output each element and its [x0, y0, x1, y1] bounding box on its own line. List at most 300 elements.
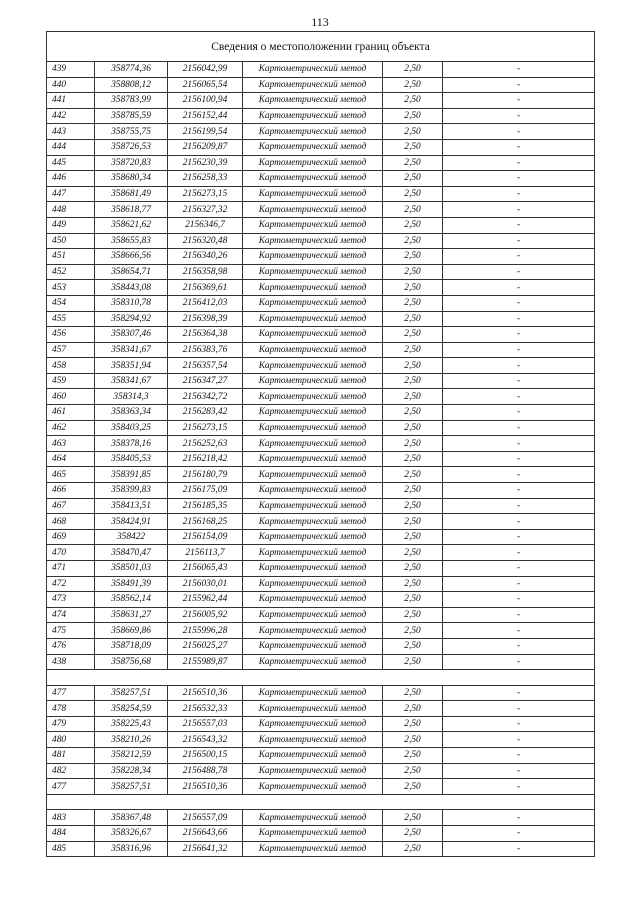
- x-coordinate-cell: 358718,09: [95, 638, 168, 654]
- point-number-cell: 478: [47, 701, 95, 717]
- x-coordinate-cell: 358422: [95, 529, 168, 545]
- table-row: [47, 607, 595, 623]
- x-coordinate-cell: 358257,51: [95, 685, 168, 701]
- x-coordinate-cell: 358726,53: [95, 139, 168, 155]
- method-cell: Картометрический метод: [243, 108, 383, 124]
- x-coordinate-cell: 358443,08: [95, 280, 168, 296]
- y-coordinate-cell: 2156557,03: [168, 716, 243, 732]
- point-number-cell: 469: [47, 529, 95, 545]
- description-cell: -: [443, 124, 595, 140]
- description-cell: -: [443, 62, 595, 78]
- table-row: [47, 358, 595, 374]
- point-number-cell: 441: [47, 93, 95, 109]
- accuracy-cell: 2,50: [383, 327, 443, 343]
- method-cell: Картометрический метод: [243, 62, 383, 78]
- point-number-cell: 455: [47, 311, 95, 327]
- accuracy-cell: 2,50: [383, 233, 443, 249]
- y-coordinate-cell: 2156273,15: [168, 420, 243, 436]
- point-number-cell: 463: [47, 436, 95, 452]
- x-coordinate-cell: 358491,39: [95, 576, 168, 592]
- table-row: [47, 483, 595, 499]
- accuracy-cell: 2,50: [383, 779, 443, 795]
- y-coordinate-cell: 2156340,26: [168, 249, 243, 265]
- x-coordinate-cell: 358257,51: [95, 779, 168, 795]
- description-cell: -: [443, 93, 595, 109]
- accuracy-cell: 2,50: [383, 654, 443, 670]
- point-number-cell: 467: [47, 498, 95, 514]
- accuracy-cell: 2,50: [383, 561, 443, 577]
- table-row: [47, 498, 595, 514]
- x-coordinate-cell: 358254,59: [95, 701, 168, 717]
- table-row: [47, 514, 595, 530]
- accuracy-cell: 2,50: [383, 825, 443, 841]
- method-cell: Картометрический метод: [243, 202, 383, 218]
- accuracy-cell: 2,50: [383, 592, 443, 608]
- description-cell: -: [443, 249, 595, 265]
- point-number-cell: 460: [47, 389, 95, 405]
- point-number-cell: 457: [47, 342, 95, 358]
- x-coordinate-cell: 358363,34: [95, 405, 168, 421]
- y-coordinate-cell: 2156357,54: [168, 358, 243, 374]
- x-coordinate-cell: 358720,83: [95, 155, 168, 171]
- table-row: [47, 295, 595, 311]
- x-coordinate-cell: 358785,59: [95, 108, 168, 124]
- contour-separator-row: [47, 794, 595, 810]
- table-row: [47, 436, 595, 452]
- y-coordinate-cell: 2156500,15: [168, 748, 243, 764]
- description-cell: -: [443, 373, 595, 389]
- y-coordinate-cell: 2156510,36: [168, 779, 243, 795]
- x-coordinate-cell: 358631,27: [95, 607, 168, 623]
- y-coordinate-cell: 2156025,27: [168, 638, 243, 654]
- point-number-cell: 464: [47, 451, 95, 467]
- table-row: [47, 311, 595, 327]
- point-number-cell: 485: [47, 841, 95, 857]
- method-cell: Картометрический метод: [243, 327, 383, 343]
- x-coordinate-cell: 358367,48: [95, 810, 168, 826]
- description-cell: -: [443, 498, 595, 514]
- x-coordinate-cell: 358680,34: [95, 171, 168, 187]
- description-cell: -: [443, 748, 595, 764]
- x-coordinate-cell: 358470,47: [95, 545, 168, 561]
- point-number-cell: 443: [47, 124, 95, 140]
- x-coordinate-cell: 358210,26: [95, 732, 168, 748]
- accuracy-cell: 2,50: [383, 576, 443, 592]
- table-row: [47, 467, 595, 483]
- y-coordinate-cell: 2156543,32: [168, 732, 243, 748]
- description-cell: -: [443, 233, 595, 249]
- description-cell: -: [443, 825, 595, 841]
- point-number-cell: 446: [47, 171, 95, 187]
- method-cell: Картометрический метод: [243, 451, 383, 467]
- x-coordinate-cell: 358681,49: [95, 186, 168, 202]
- table-row: [47, 139, 595, 155]
- accuracy-cell: 2,50: [383, 171, 443, 187]
- method-cell: Картометрический метод: [243, 420, 383, 436]
- accuracy-cell: 2,50: [383, 155, 443, 171]
- y-coordinate-cell: 2156320,48: [168, 233, 243, 249]
- table-row: [47, 405, 595, 421]
- accuracy-cell: 2,50: [383, 358, 443, 374]
- table-row: [47, 810, 595, 826]
- method-cell: Картометрический метод: [243, 311, 383, 327]
- method-cell: Картометрический метод: [243, 405, 383, 421]
- point-number-cell: 470: [47, 545, 95, 561]
- accuracy-cell: 2,50: [383, 514, 443, 530]
- y-coordinate-cell: 2156154,09: [168, 529, 243, 545]
- point-number-cell: 476: [47, 638, 95, 654]
- method-cell: Картометрический метод: [243, 249, 383, 265]
- accuracy-cell: 2,50: [383, 77, 443, 93]
- description-cell: -: [443, 264, 595, 280]
- accuracy-cell: 2,50: [383, 763, 443, 779]
- accuracy-cell: 2,50: [383, 483, 443, 499]
- description-cell: -: [443, 685, 595, 701]
- table-row: [47, 420, 595, 436]
- x-coordinate-cell: 358501,03: [95, 561, 168, 577]
- table-row: [47, 342, 595, 358]
- method-cell: Картометрический метод: [243, 171, 383, 187]
- description-cell: -: [443, 342, 595, 358]
- accuracy-cell: 2,50: [383, 545, 443, 561]
- y-coordinate-cell: 2156100,94: [168, 93, 243, 109]
- x-coordinate-cell: 358405,53: [95, 451, 168, 467]
- x-coordinate-cell: 358316,96: [95, 841, 168, 857]
- method-cell: Картометрический метод: [243, 810, 383, 826]
- description-cell: -: [443, 327, 595, 343]
- accuracy-cell: 2,50: [383, 841, 443, 857]
- method-cell: Картометрический метод: [243, 124, 383, 140]
- method-cell: Картометрический метод: [243, 233, 383, 249]
- method-cell: Картометрический метод: [243, 545, 383, 561]
- accuracy-cell: 2,50: [383, 264, 443, 280]
- x-coordinate-cell: 358808,12: [95, 77, 168, 93]
- point-number-cell: 461: [47, 405, 95, 421]
- x-coordinate-cell: 358314,3: [95, 389, 168, 405]
- point-number-cell: 454: [47, 295, 95, 311]
- accuracy-cell: 2,50: [383, 295, 443, 311]
- description-cell: -: [443, 77, 595, 93]
- empty-separator-cell: [47, 794, 595, 810]
- x-coordinate-cell: 358424,91: [95, 514, 168, 530]
- table-row: [47, 202, 595, 218]
- table-row: [47, 716, 595, 732]
- table-row: [47, 779, 595, 795]
- y-coordinate-cell: 2155962,44: [168, 592, 243, 608]
- accuracy-cell: 2,50: [383, 716, 443, 732]
- point-number-cell: 465: [47, 467, 95, 483]
- accuracy-cell: 2,50: [383, 451, 443, 467]
- accuracy-cell: 2,50: [383, 498, 443, 514]
- accuracy-cell: 2,50: [383, 810, 443, 826]
- accuracy-cell: 2,50: [383, 623, 443, 639]
- table-row: [47, 249, 595, 265]
- x-coordinate-cell: 358341,67: [95, 373, 168, 389]
- table-row: [47, 825, 595, 841]
- y-coordinate-cell: 2155996,28: [168, 623, 243, 639]
- accuracy-cell: 2,50: [383, 373, 443, 389]
- table-row: [47, 638, 595, 654]
- method-cell: Картометрический метод: [243, 358, 383, 374]
- x-coordinate-cell: 358378,16: [95, 436, 168, 452]
- x-coordinate-cell: 358562,14: [95, 592, 168, 608]
- point-number-cell: 477: [47, 779, 95, 795]
- y-coordinate-cell: 2156358,98: [168, 264, 243, 280]
- method-cell: Картометрический метод: [243, 748, 383, 764]
- accuracy-cell: 2,50: [383, 124, 443, 140]
- method-cell: Картометрический метод: [243, 638, 383, 654]
- accuracy-cell: 2,50: [383, 139, 443, 155]
- accuracy-cell: 2,50: [383, 389, 443, 405]
- method-cell: Картометрический метод: [243, 436, 383, 452]
- y-coordinate-cell: 2155989,87: [168, 654, 243, 670]
- point-number-cell: 447: [47, 186, 95, 202]
- y-coordinate-cell: 2156347,27: [168, 373, 243, 389]
- point-number-cell: 459: [47, 373, 95, 389]
- page-number: 113: [311, 15, 329, 29]
- y-coordinate-cell: 2156113,7: [168, 545, 243, 561]
- y-coordinate-cell: 2156283,42: [168, 405, 243, 421]
- x-coordinate-cell: 358783,99: [95, 93, 168, 109]
- table-row: [47, 576, 595, 592]
- description-cell: -: [443, 701, 595, 717]
- x-coordinate-cell: 358326,67: [95, 825, 168, 841]
- point-number-cell: 462: [47, 420, 95, 436]
- table-title: Сведения о местоположении границ объекта: [47, 32, 595, 62]
- x-coordinate-cell: 358225,43: [95, 716, 168, 732]
- method-cell: Картометрический метод: [243, 732, 383, 748]
- description-cell: -: [443, 529, 595, 545]
- x-coordinate-cell: 358351,94: [95, 358, 168, 374]
- description-cell: -: [443, 779, 595, 795]
- accuracy-cell: 2,50: [383, 420, 443, 436]
- description-cell: -: [443, 561, 595, 577]
- method-cell: Картометрический метод: [243, 498, 383, 514]
- method-cell: Картометрический метод: [243, 93, 383, 109]
- table-row: [47, 561, 595, 577]
- x-coordinate-cell: 358666,56: [95, 249, 168, 265]
- point-number-cell: 449: [47, 217, 95, 233]
- description-cell: -: [443, 576, 595, 592]
- method-cell: Картометрический метод: [243, 389, 383, 405]
- method-cell: Картометрический метод: [243, 654, 383, 670]
- point-number-cell: 438: [47, 654, 95, 670]
- description-cell: -: [443, 139, 595, 155]
- method-cell: Картометрический метод: [243, 373, 383, 389]
- x-coordinate-cell: 358756,68: [95, 654, 168, 670]
- x-coordinate-cell: 358341,67: [95, 342, 168, 358]
- y-coordinate-cell: 2156209,87: [168, 139, 243, 155]
- table-row: [47, 77, 595, 93]
- y-coordinate-cell: 2156273,15: [168, 186, 243, 202]
- y-coordinate-cell: 2156258,33: [168, 171, 243, 187]
- description-cell: -: [443, 358, 595, 374]
- accuracy-cell: 2,50: [383, 342, 443, 358]
- empty-separator-cell: [47, 670, 595, 686]
- boundary-table-frame: [46, 31, 594, 857]
- method-cell: Картометрический метод: [243, 716, 383, 732]
- description-cell: -: [443, 732, 595, 748]
- method-cell: Картометрический метод: [243, 779, 383, 795]
- accuracy-cell: 2,50: [383, 701, 443, 717]
- point-number-cell: 458: [47, 358, 95, 374]
- y-coordinate-cell: 2156342,72: [168, 389, 243, 405]
- y-coordinate-cell: 2156398,39: [168, 311, 243, 327]
- description-cell: -: [443, 638, 595, 654]
- accuracy-cell: 2,50: [383, 93, 443, 109]
- y-coordinate-cell: 2156641,32: [168, 841, 243, 857]
- table-row: [47, 373, 595, 389]
- table-row: [47, 654, 595, 670]
- accuracy-cell: 2,50: [383, 748, 443, 764]
- y-coordinate-cell: 2156364,38: [168, 327, 243, 343]
- method-cell: Картометрический метод: [243, 264, 383, 280]
- description-cell: -: [443, 545, 595, 561]
- accuracy-cell: 2,50: [383, 186, 443, 202]
- description-cell: -: [443, 514, 595, 530]
- table-row: [47, 233, 595, 249]
- table-row: [47, 732, 595, 748]
- method-cell: Картометрический метод: [243, 514, 383, 530]
- y-coordinate-cell: 2156369,61: [168, 280, 243, 296]
- point-number-cell: 466: [47, 483, 95, 499]
- method-cell: Картометрический метод: [243, 592, 383, 608]
- point-number-cell: 481: [47, 748, 95, 764]
- point-number-cell: 440: [47, 77, 95, 93]
- point-number-cell: 456: [47, 327, 95, 343]
- x-coordinate-cell: 358618,77: [95, 202, 168, 218]
- table-row: [47, 155, 595, 171]
- description-cell: -: [443, 311, 595, 327]
- point-number-cell: 475: [47, 623, 95, 639]
- boundary-coordinates-table: [46, 31, 595, 857]
- description-cell: -: [443, 763, 595, 779]
- y-coordinate-cell: 2156557,09: [168, 810, 243, 826]
- table-row: [47, 186, 595, 202]
- y-coordinate-cell: 2156532,33: [168, 701, 243, 717]
- x-coordinate-cell: 358294,92: [95, 311, 168, 327]
- table-row: [47, 451, 595, 467]
- y-coordinate-cell: 2156175,09: [168, 483, 243, 499]
- table-row: [47, 841, 595, 857]
- x-coordinate-cell: 358413,51: [95, 498, 168, 514]
- x-coordinate-cell: 358654,71: [95, 264, 168, 280]
- point-number-cell: 479: [47, 716, 95, 732]
- y-coordinate-cell: 2156510,36: [168, 685, 243, 701]
- point-number-cell: 484: [47, 825, 95, 841]
- table-row: [47, 217, 595, 233]
- y-coordinate-cell: 2156346,7: [168, 217, 243, 233]
- y-coordinate-cell: 2156643,66: [168, 825, 243, 841]
- description-cell: -: [443, 716, 595, 732]
- point-number-cell: 468: [47, 514, 95, 530]
- point-number-cell: 477: [47, 685, 95, 701]
- x-coordinate-cell: 358307,46: [95, 327, 168, 343]
- description-cell: -: [443, 155, 595, 171]
- x-coordinate-cell: 358403,25: [95, 420, 168, 436]
- description-cell: -: [443, 467, 595, 483]
- x-coordinate-cell: 358755,75: [95, 124, 168, 140]
- table-row: [47, 124, 595, 140]
- point-number-cell: 439: [47, 62, 95, 78]
- x-coordinate-cell: 358774,36: [95, 62, 168, 78]
- accuracy-cell: 2,50: [383, 62, 443, 78]
- y-coordinate-cell: 2156252,63: [168, 436, 243, 452]
- method-cell: Картометрический метод: [243, 295, 383, 311]
- x-coordinate-cell: 358391,85: [95, 467, 168, 483]
- x-coordinate-cell: 358310,78: [95, 295, 168, 311]
- point-number-cell: 452: [47, 264, 95, 280]
- table-row: [47, 529, 595, 545]
- y-coordinate-cell: 2156383,76: [168, 342, 243, 358]
- y-coordinate-cell: 2156152,44: [168, 108, 243, 124]
- y-coordinate-cell: 2156185,35: [168, 498, 243, 514]
- contour-separator-row: [47, 670, 595, 686]
- method-cell: Картометрический метод: [243, 685, 383, 701]
- x-coordinate-cell: 358228,34: [95, 763, 168, 779]
- y-coordinate-cell: 2156168,25: [168, 514, 243, 530]
- method-cell: Картометрический метод: [243, 561, 383, 577]
- description-cell: -: [443, 405, 595, 421]
- point-number-cell: 444: [47, 139, 95, 155]
- accuracy-cell: 2,50: [383, 607, 443, 623]
- point-number-cell: 450: [47, 233, 95, 249]
- point-number-cell: 473: [47, 592, 95, 608]
- accuracy-cell: 2,50: [383, 217, 443, 233]
- y-coordinate-cell: 2156218,42: [168, 451, 243, 467]
- accuracy-cell: 2,50: [383, 202, 443, 218]
- point-number-cell: 445: [47, 155, 95, 171]
- point-number-cell: 442: [47, 108, 95, 124]
- y-coordinate-cell: 2156180,79: [168, 467, 243, 483]
- method-cell: Картометрический метод: [243, 280, 383, 296]
- accuracy-cell: 2,50: [383, 529, 443, 545]
- description-cell: -: [443, 280, 595, 296]
- x-coordinate-cell: 358655,83: [95, 233, 168, 249]
- description-cell: -: [443, 623, 595, 639]
- point-number-cell: 472: [47, 576, 95, 592]
- method-cell: Картометрический метод: [243, 483, 383, 499]
- method-cell: Картометрический метод: [243, 763, 383, 779]
- y-coordinate-cell: 2156199,54: [168, 124, 243, 140]
- point-number-cell: 471: [47, 561, 95, 577]
- description-cell: -: [443, 841, 595, 857]
- description-cell: -: [443, 217, 595, 233]
- table-row: [47, 62, 595, 78]
- y-coordinate-cell: 2156065,54: [168, 77, 243, 93]
- table-row: [47, 171, 595, 187]
- accuracy-cell: 2,50: [383, 311, 443, 327]
- point-number-cell: 480: [47, 732, 95, 748]
- description-cell: -: [443, 202, 595, 218]
- table-row: [47, 108, 595, 124]
- x-coordinate-cell: 358399,83: [95, 483, 168, 499]
- accuracy-cell: 2,50: [383, 685, 443, 701]
- y-coordinate-cell: 2156230,39: [168, 155, 243, 171]
- accuracy-cell: 2,50: [383, 732, 443, 748]
- table-row: [47, 701, 595, 717]
- table-row: [47, 763, 595, 779]
- description-cell: -: [443, 186, 595, 202]
- description-cell: -: [443, 436, 595, 452]
- point-number-cell: 453: [47, 280, 95, 296]
- accuracy-cell: 2,50: [383, 436, 443, 452]
- point-number-cell: 448: [47, 202, 95, 218]
- method-cell: Картометрический метод: [243, 529, 383, 545]
- description-cell: -: [443, 592, 595, 608]
- description-cell: -: [443, 420, 595, 436]
- method-cell: Картометрический метод: [243, 623, 383, 639]
